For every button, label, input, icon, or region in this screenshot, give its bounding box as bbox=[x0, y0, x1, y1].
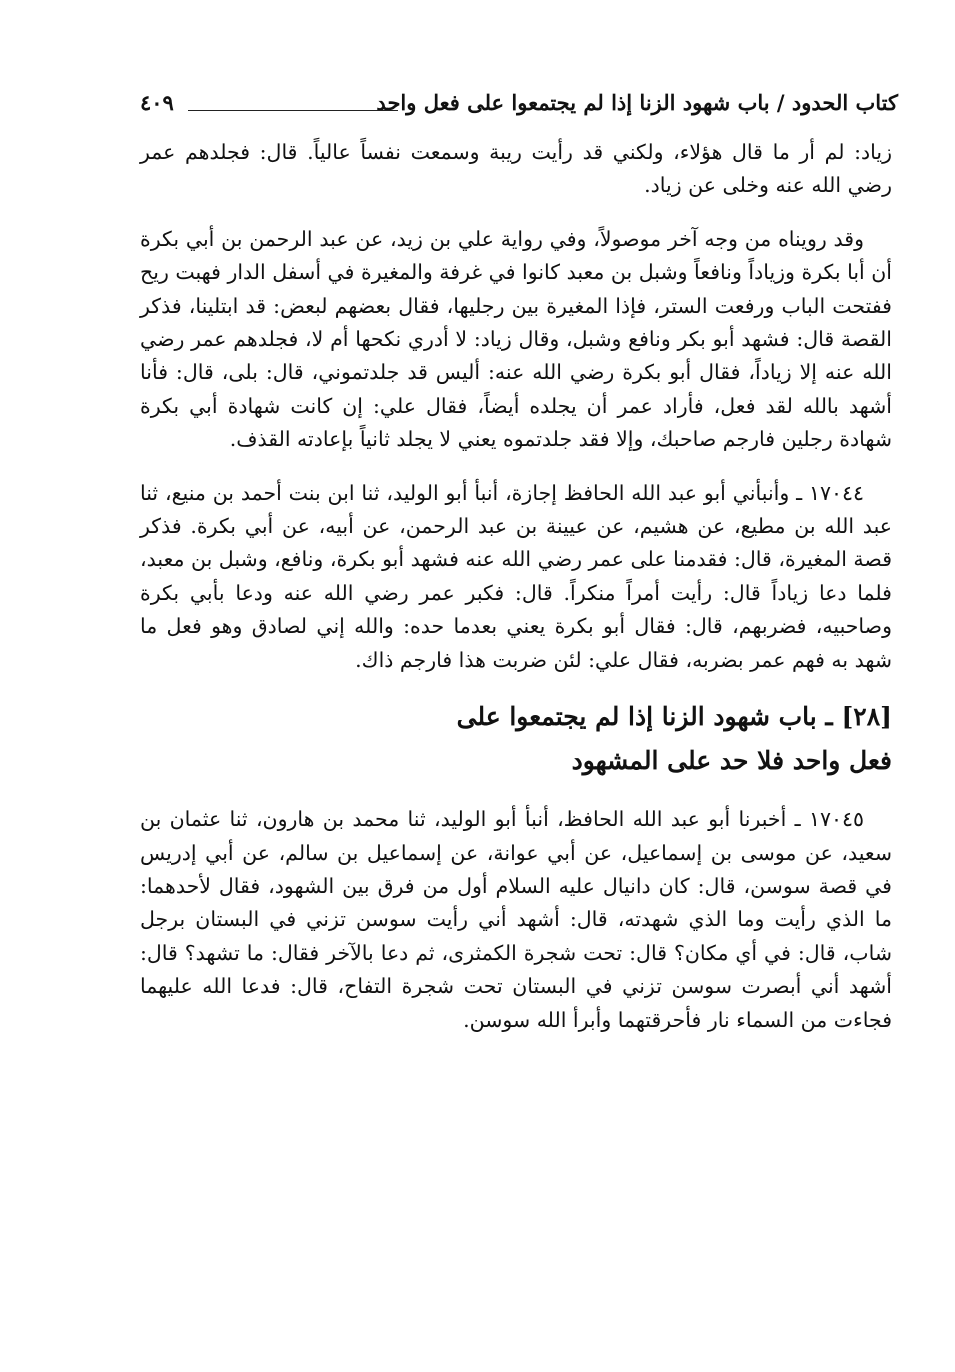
chapter-heading-line1: [٢٨] ـ باب شهود الزنا إذا لم يجتمعوا على bbox=[456, 702, 892, 732]
running-title: كتاب الحدود / باب شهود الزنا إذا لم يجتمعوا على فعل واحد bbox=[376, 90, 898, 115]
paragraph-continuation: زياد: لم أر ما قال هؤلاء، ولكني قد رأيت ريبة وسمعت نفساً عالياً. قال: فجلدهم عمر رضي الله عنه وخلى عن زياد. bbox=[140, 140, 892, 198]
page-header bbox=[140, 86, 898, 126]
page-number: ٤٠٩ bbox=[140, 90, 174, 115]
paragraph-17045: ١٧٠٤٥ ـ أخبرنا أبو عبد الله الحافظ، أنبأ أبو الوليد، ثنا محمد بن هارون، ثنا عثمان بن سعيد، عن موسى بن إسماعيل، عن أبي عوانة، عن إسماعيل بن سالم، عن أبي إدريس في قصة سوسن، قال: كان دانيال عليه السلام أول من فرق بين الشهود، فقال لأحدهما: ما الذي رأيت وما الذي شهدته، قال: أشهد أني رأيت سوسن تزني في البستان برجل شاب، قال: في أي مكان؟ قال: تحت شجرة الكمثرى، ثم دعا بالآخر فقال: ما تشهد؟ قال: أشهد أني أبصرت سوسن تزني في البستان تحت شجرة التفاح، قال: فدعا الله عليهما فجاءت من السماء نار فأحرقتهما وأبرأ الله سوسن. bbox=[140, 807, 892, 1032]
header-rule bbox=[188, 110, 398, 111]
chapter-heading-line2: فعل واحد فلا حد على المشهود bbox=[571, 746, 892, 776]
paragraph-17044: ١٧٠٤٤ ـ وأنبأني أبو عبد الله الحافظ إجازة، أنبأ أبو الوليد، ثنا ابن بنت أحمد بن منيع، ثنا عبد الله بن مطيع، عن هشيم، عن عيينة بن عبد الرحمن، عن أبيه، عن أبي بكرة. فذكر قصة المغيرة، قال: فقدمنا على عمر رضي الله عنه فشهد أبو بكرة، ونافع، وشبل بن معبد، فلما دعا زياداً قال: رأيت أمراً منكراً. قال: فكبر عمر رضي الله عنه ودعا بأبي بكرة وصاحبيه، فضربهم، قال: فقال أبو بكرة يعني بعدما حده: والله إني لصادق وهو فعل ما شهد به فهم عمر بضربه، فقال علي: لئن ضربت هذا فارجم ذاك. bbox=[140, 480, 892, 672]
body-text bbox=[140, 136, 892, 1037]
paragraph-riwaya: وقد رويناه من وجه آخر موصولاً، وفي رواية علي بن زيد، عن عبد الرحمن بن أبي بكرة أن أبا بكرة وزياداً ونافعاً وشبل بن معبد كانوا في غرفة والمغيرة في أسفل الدار فهبت ريح ففتحت الباب ورفعت الستر، فإذا المغيرة بين رجليها، فقال بعضهم لبعض: قد ابتلينا، فذكر القصة قال: فشهد أبو بكر ونافع وشبل، وقال زياد: لا أدري نكحها أم لا، فجلدهم عمر رضي الله عنه إلا زياداً، فقال أبو بكرة رضي الله عنه: أليس قد جلدتموني، قال: بلى، قال: فأنا أشهد بالله لقد فعل، فأراد عمر أن يجلده أيضاً، فقال علي: إن كانت شهادة أبي بكرة شهادة رجلين فارجم صاحبك، وإلا فقد جلدتموه يعني لا يجلد ثانياً بإعادته القذف. bbox=[140, 226, 892, 452]
